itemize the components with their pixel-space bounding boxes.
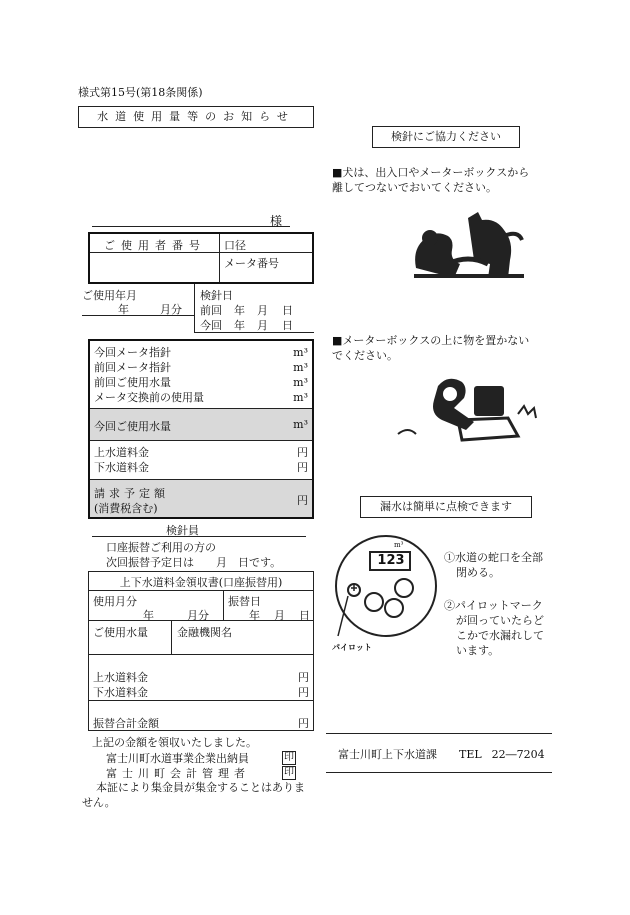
usage-fee-table — [88, 339, 314, 519]
cooperation-item1: ■犬は、出入口やメーターボックスから 離してつないでおいてください。 — [332, 166, 530, 194]
meter-diagram — [334, 534, 438, 646]
notice-title-box — [78, 106, 314, 128]
receipt-title: 上下水道料金領収書(口座振替用) — [119, 576, 283, 589]
meter-number-label: メータ番号 — [224, 257, 279, 270]
addressee-line — [92, 226, 290, 227]
receipt-fee-row: 下水道料金 円 — [93, 686, 309, 699]
worker-illustration — [398, 374, 544, 446]
tel-number: 22―7204 — [491, 748, 545, 761]
user-number-label: ご使用者番号 — [104, 239, 206, 252]
pilot-label: パイロット — [332, 643, 372, 652]
usage-month-suffix: 月分 — [160, 303, 182, 316]
contact — [338, 746, 545, 762]
previous-label: 前回 — [200, 304, 222, 317]
officer2: 富士川町会計管理者 — [106, 767, 250, 780]
receipt-table: 上下水道料金領収書(口座振替用) 使用月分 年 月分 振替日 年 月 日 ご使用水量 金融機関名 上水道料金 円 下水道料金 円 振替合計金額 円 — [88, 571, 314, 731]
usage-year: 年 — [118, 303, 129, 316]
inspector-label: 検針員 — [166, 524, 199, 537]
previous-date-row: 前回 年 月 日 — [200, 304, 293, 317]
seal-box: 印 — [284, 767, 294, 778]
transfer-note-line1: 口座振替ご利用の方の — [106, 541, 216, 554]
usage-row: 前回メータ指針 m³ — [94, 361, 308, 374]
receipt-total-label: 振替合計金額 — [93, 717, 159, 730]
transfer-note-line2: 次回振替予定日は 月 日です。 — [106, 556, 282, 569]
current-date-row: 今回 年 月 日 — [200, 319, 293, 332]
fee-row: 下水道料金 円 — [94, 461, 308, 474]
receipt-fee-row: 上水道料金 円 — [93, 671, 309, 684]
meter-unit: m³ — [394, 541, 404, 549]
usage-row: メータ交換前の使用量 m³ — [94, 391, 308, 404]
user-number-table — [88, 232, 314, 284]
cooperation-title: 検針にご協力ください — [391, 130, 501, 143]
current-usage-row: 今回ご使用水量 m³ — [90, 408, 312, 441]
cooperation-item2: ■メーターボックスの上に物を置かない でください。 — [332, 334, 530, 362]
department: 富士川町上下水道課 — [338, 748, 437, 761]
received-text: 上記の金額を領収いたしました。 — [92, 736, 257, 749]
tel-label: TEL — [459, 748, 482, 761]
addressee-suffix: 様 — [270, 214, 283, 228]
usage-month-label: ご使用年月 — [82, 289, 137, 302]
usage-row: 前回ご使用水量 m³ — [94, 376, 308, 389]
leak-step2: ②パイロットマーク が回っていたらど こかで水漏れして います。 — [444, 599, 544, 657]
period-divider — [194, 284, 195, 332]
notice-title: 水道使用量等のお知らせ — [97, 110, 295, 123]
usage-row: 今回メータ指針 m³ — [94, 346, 308, 359]
leak-title-box — [360, 496, 532, 518]
leak-title: 漏水は簡単に点検できます — [380, 500, 512, 513]
billing-row: 請求予定額 (消費税含む) 円 — [90, 479, 312, 517]
current-label: 今回 — [200, 319, 222, 332]
officer1: 富士川町水道事業企業出納員 — [106, 752, 249, 765]
dog-illustration — [408, 208, 528, 284]
fee-row: 上水道料金 円 — [94, 446, 308, 459]
cooperation-title-box — [372, 126, 520, 148]
form-id: 様式第15号(第18条関係) — [78, 86, 203, 99]
seal-box: 印 — [284, 752, 294, 763]
meter-reading: 123 — [377, 553, 405, 568]
reading-date-label: 検針日 — [200, 289, 233, 302]
leak-step1: ①水道の蛇口を全部 閉める。 — [444, 551, 543, 579]
usage-month-underline — [82, 315, 194, 316]
collection-note: 本証により集金員が集金することはありません。 — [82, 781, 305, 809]
caliber-label: 口径 — [224, 239, 246, 252]
